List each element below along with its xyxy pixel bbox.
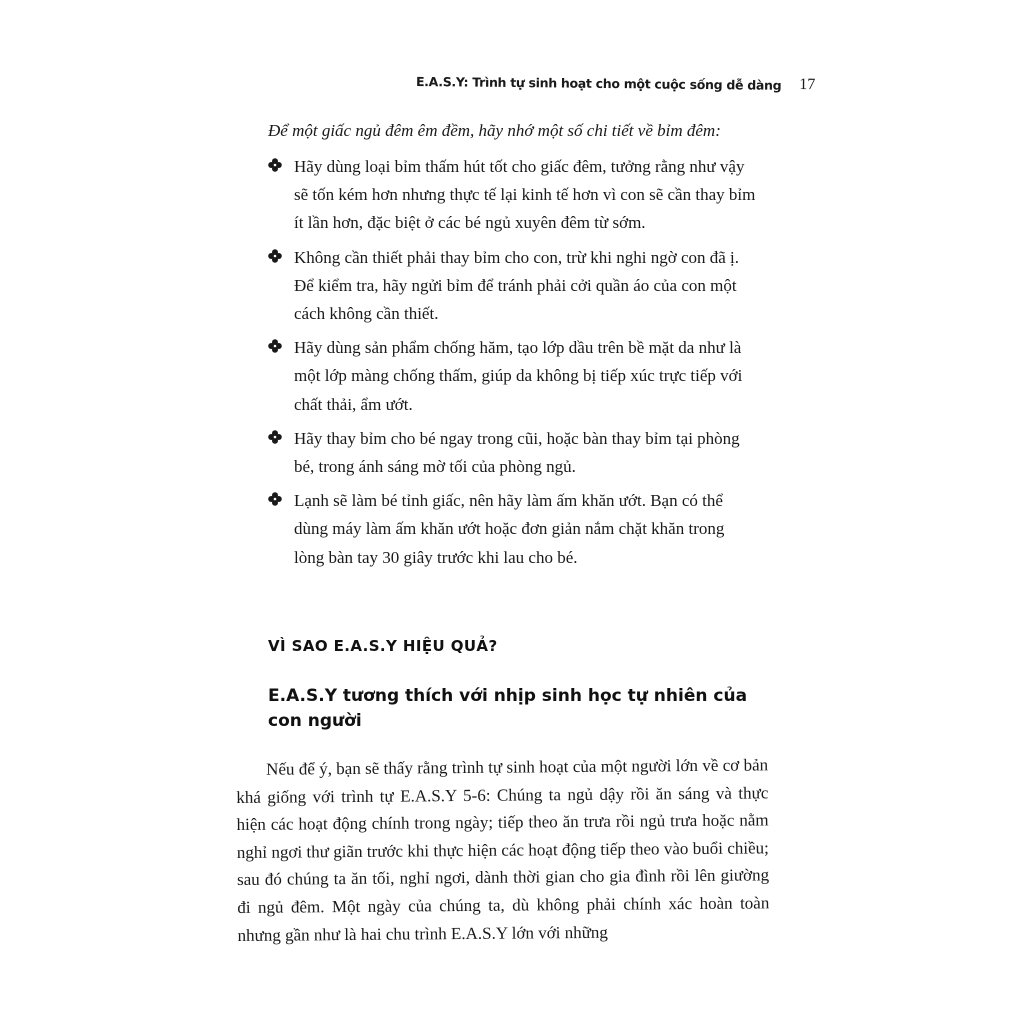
list-item (268, 334, 758, 419)
section-heading: VÌ SAO E.A.S.Y HIỆU QUẢ? (268, 637, 498, 655)
list-item (268, 153, 758, 238)
list-item (268, 425, 758, 481)
flower-bullet-icon (268, 339, 282, 353)
flower-bullet-icon (268, 430, 282, 444)
running-title: E.A.S.Y: Trình tự sinh hoạt cho một cuộc sống dễ dàng (415, 73, 782, 93)
page-number: 17 (799, 76, 816, 94)
flower-bullet-icon (268, 249, 282, 263)
diaper-tips-list (268, 153, 758, 578)
tip-text: Không cần thiết phải thay bỉm cho con, trừ khi nghi ngờ con đã ị. Để kiểm tra, hãy ngửi bỉm để tránh phải cởi quần áo của con một cách không cần thiết. (294, 247, 740, 324)
tip-text: Hãy dùng loại bỉm thấm hút tốt cho giấc đêm, tưởng rằng như vậy sẽ tốn kém hơn nhưng thực tế lại kinh tế hơn vì con sẽ cần thay bỉm ít lần hơn, đặc biệt ở các bé ngủ xuyên đêm từ sớm. (294, 157, 756, 233)
flower-bullet-icon (268, 158, 282, 172)
list-item (268, 244, 758, 329)
running-header (415, 66, 816, 100)
body-paragraph: Nếu để ý, bạn sẽ thấy rằng trình tự sinh hoạt của một người lớn về cơ bản khá giống với trình tự E.A.S.Y 5-6: Chúng ta ngủ dậy rồi ăn sáng và thực hiện các hoạt động chính trong ngày; tiếp theo ăn trưa rồi ngủ trưa hoặc nằm nghỉ ngơi thư giãn trước khi thực hiện các hoạt động tiếp theo vào buổi chiều; sau đó chúng ta ăn tối, nghỉ ngơi, dành thời gian cho gia đình rồi lên giường đi ngủ đêm. Một ngày của chúng ta, dù không phải chính xác hoàn toàn nhưng gần như là hai chu trình E.A.S.Y lớn với những (236, 755, 770, 945)
flower-bullet-icon (268, 492, 282, 506)
tips-intro: Để một giấc ngủ đêm êm đềm, hãy nhớ một số chi tiết về bỉm đêm: (268, 121, 721, 140)
tip-text: Lạnh sẽ làm bé tỉnh giấc, nên hãy làm ấm khăn ướt. Bạn có thể dùng máy làm ấm khăn ướt hoặc đơn giản nắm chặt khăn trong lòng bàn tay 30 giây trước khi lau cho bé. (294, 491, 725, 567)
list-item (268, 487, 758, 572)
sub-heading: E.A.S.Y tương thích với nhịp sinh học tự nhiên của con người (268, 686, 748, 731)
tip-text: Hãy thay bỉm cho bé ngay trong cũi, hoặc bàn thay bỉm tại phòng bé, trong ánh sáng mờ tối của phòng ngủ. (294, 428, 740, 477)
tip-text: Hãy dùng sản phẩm chống hăm, tạo lớp dầu trên bề mặt da như là một lớp màng chống thấm, giúp da không bị tiếp xúc trực tiếp với chất thải, ẩm ướt. (294, 338, 743, 414)
